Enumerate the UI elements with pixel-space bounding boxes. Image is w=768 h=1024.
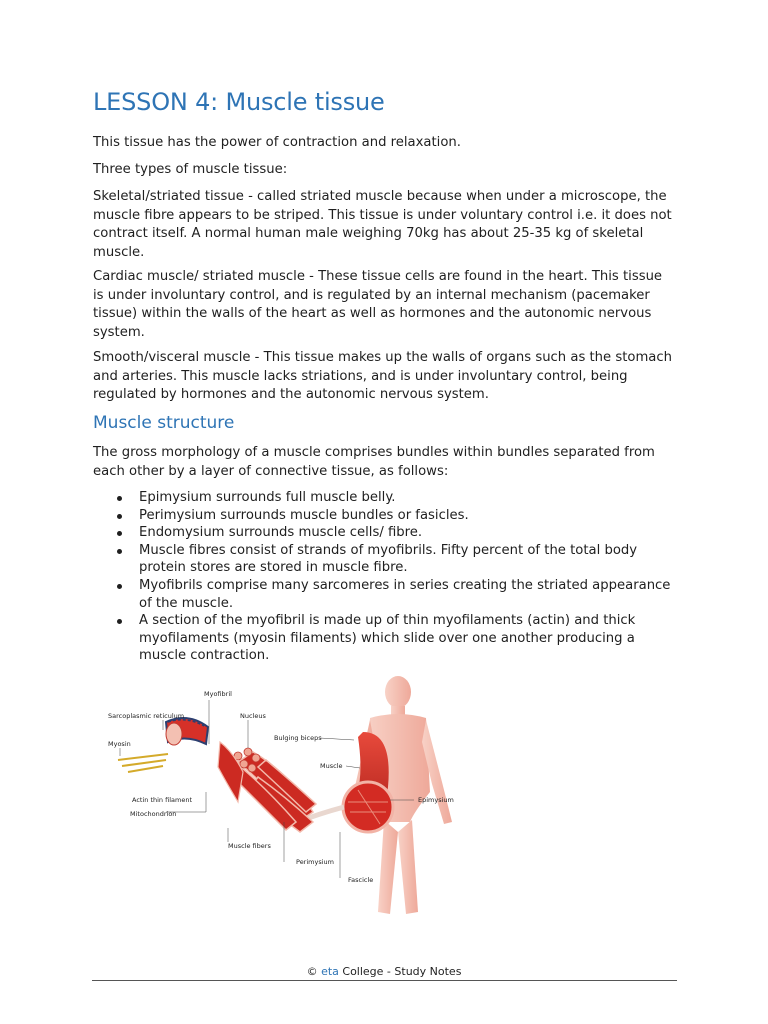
muscle-anatomy-diagram — [108, 672, 498, 922]
smooth-paragraph: Smooth/visceral muscle - This tissue makes up the walls of organs such as the stomach and arteries. This muscle lacks striations, and is under involuntary control, being regulated by hormones and the autonomic nervous system. — [93, 350, 672, 403]
structure-intro-paragraph: The gross morphology of a muscle comprises bundles within bundles separated from each other by a layer of connective tissue, as follows: — [93, 445, 655, 479]
label-mitochondrion: Mitochondrion — [130, 810, 177, 818]
label-myosin: Myosin — [108, 740, 131, 748]
label-fascicle: Fascicle — [348, 876, 374, 884]
bullet-item: Epimysium surrounds full muscle belly. — [93, 489, 673, 507]
label-epimysium: Epimysium — [418, 796, 454, 804]
label-sarcoplasmic-reticulum: Sarcoplasmic reticulum — [108, 712, 185, 720]
section-heading-muscle-structure: Muscle structure — [93, 413, 235, 433]
bullet-item: A section of the myofibril is made up of thin myofilaments (actin) and thick myofilaments (myosin filaments) which slide over one another producing a muscle contraction. — [93, 612, 673, 665]
intro-paragraph: This tissue has the power of contraction and relaxation. — [93, 135, 461, 150]
cardiac-paragraph: Cardiac muscle/ striated muscle - These tissue cells are found in the heart. This tissue is under involuntary control, and is regulated by an internal mechanism (pacemaker tissue) within the walls of the heart as well as hormones and the autonomic nervous system. — [93, 269, 663, 340]
myofilaments — [118, 754, 168, 772]
footer-text: College - Study Notes — [342, 965, 462, 978]
skeletal-paragraph: Skeletal/striated tissue - called striated muscle because when under a microscope, the muscle fibre appears to be striped. This tissue is under voluntary control i.e. it does not contract itself. A normal human male weighing 70kg has about 25-35 kg of skeletal muscle. — [93, 189, 672, 260]
structure-bullet-list — [93, 489, 673, 665]
bullet-item: Perimysium surrounds muscle bundles or fasicles. — [93, 507, 673, 525]
copyright-symbol: © — [306, 965, 318, 978]
bullet-item: Muscle fibres consist of strands of myofibrils. Fifty percent of the total body protein stores are stored in muscle fibre. — [93, 542, 673, 577]
label-actin-thin-filament: Actin thin filament — [132, 796, 192, 804]
bullet-item: Myofibrils comprise many sarcomeres in series creating the striated appearance of the muscle. — [93, 577, 673, 612]
footer-brand: eta — [321, 965, 339, 978]
epimysium-cross-section — [343, 782, 393, 832]
label-perimysium: Perimysium — [296, 858, 334, 866]
page-footer — [0, 965, 768, 978]
label-nucleus: Nucleus — [240, 712, 266, 720]
label-muscle: Muscle — [320, 762, 343, 770]
label-bulging-biceps: Bulging biceps — [274, 734, 322, 742]
bullet-item: Endomysium surrounds muscle cells/ fibre. — [93, 524, 673, 542]
page-title: LESSON 4: Muscle tissue — [93, 88, 385, 116]
label-myofibril: Myofibril — [204, 690, 232, 698]
types-heading: Three types of muscle tissue: — [93, 162, 288, 177]
footer-divider — [92, 980, 677, 981]
label-muscle-fibers: Muscle fibers — [228, 842, 271, 850]
